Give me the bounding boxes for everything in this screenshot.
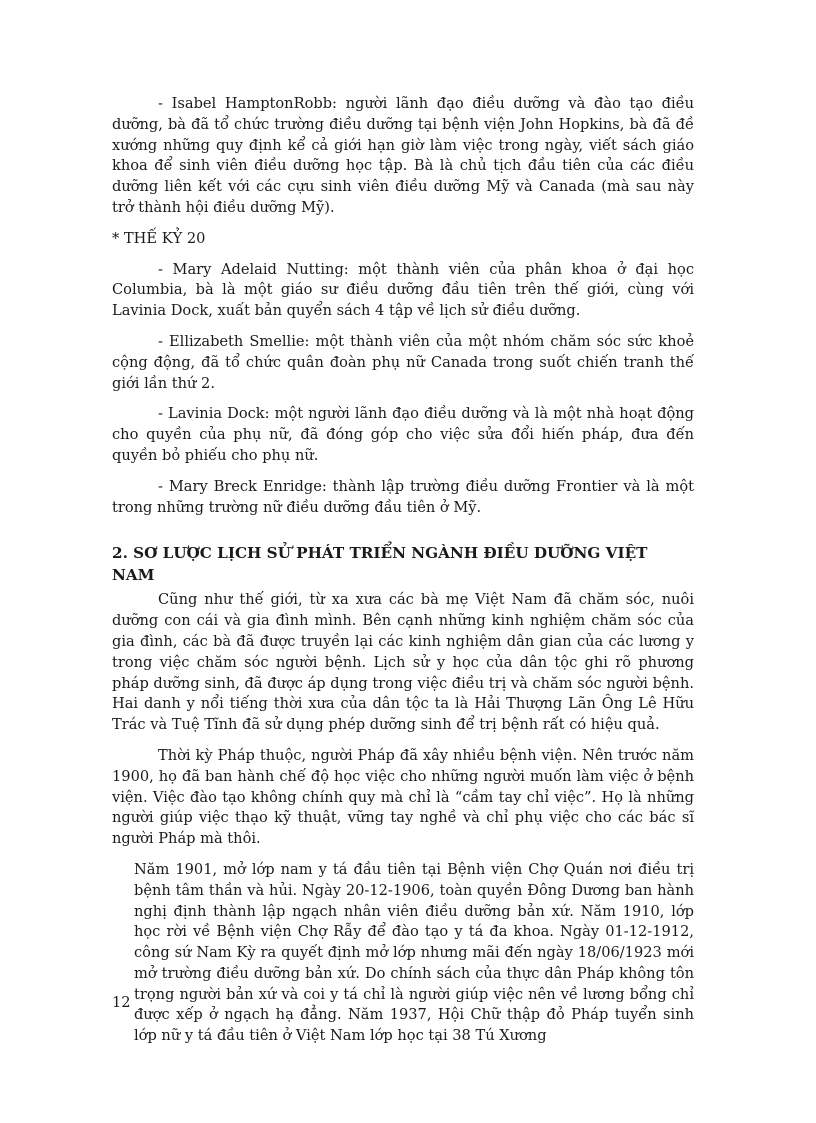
- section-heading: 2. SƠ LƯỢC LỊCH SỬ PHÁT TRIỂN NGÀNH ĐIỀU DƯỠNG VIỆT NAM: [112, 544, 648, 585]
- paragraph-enridge: - Mary Breck Enridge: thành lập trường điều dưỡng Frontier và là một trong những trường nữ điều dưỡng đầu tiên ở Mỹ.: [112, 477, 694, 516]
- paragraph-year-1901: Năm 1901, mở lớp nam y tá đầu tiên tại Bệnh viện Chợ Quán nơi điều trị bệnh tâm thần và hủi. Ngày 20-12-1906, toàn quyền Đông Dương ban hành nghị định thành lập ngạch nhân viên điều dưỡng bản xứ. Năm 1910, lớp học rời về Bệnh viện Chợ Rẫy để đào tạo y tá đa khoa. Ngày 01-12-1912, công sứ Nam Kỳ ra quyết định mở lớp nhưng mãi đến ngày 18/06/1923 mới mở trường điều dưỡng bản xứ. Do chính sách của thực dân Pháp không tôn trọng người bản xứ và coi y tá chỉ là người giúp việc nên về lương bổng chỉ được xếp ở ngạch hạ đẳng. Năm 1937, Hội Chữ thập đỏ Pháp tuyển sinh lớp nữ y tá đầu tiên ở Việt Nam lớp học tại 38 Tú Xương: [134, 860, 694, 1045]
- paragraph-hampton-robb: - Isabel HamptonRobb: người lãnh đạo điều dưỡng và đào tạo điều dưỡng, bà đã tổ chức trường điều dưỡng tại bệnh viện John Hopkins, bà đã đề xướng những quy định kể cả giới hạn giờ làm việc trong ngày, viết sách giáo khoa để sinh viên điều dưỡng học tập. Bà là chủ tịch đầu tiên của các điều dưỡng liên kết với các cựu sinh viên điều dưỡng Mỹ và Canada (mà sau này trở thành hội điều dưỡng Mỹ).: [112, 95, 694, 216]
- page-body: [112, 94, 694, 1047]
- century-20-label: * THẾ KỶ 20: [112, 229, 206, 247]
- paragraph-vietnam-intro: Cũng như thế giới, từ xa xưa các bà mẹ Việt Nam đã chăm sóc, nuôi dưỡng con cái và gia đình mình. Bên cạnh những kinh nghiệm chăm sóc của gia đình, các bà đã được truyền lại các kinh nghiệm dân gian của các lương y trong việc chăm sóc người bệnh. Lịch sử y học của dân tộc ghi rõ phương pháp dưỡng sinh, đã được áp dụng trong việc điều trị và chăm sóc người bệnh. Hai danh y nổi tiếng thời xưa của dân tộc ta là Hải Thượng Lãn Ông Lê Hữu Trác và Tuệ Tĩnh đã sử dụng phép dưỡng sinh để trị bệnh rất có hiệu quả.: [112, 591, 694, 734]
- paragraph-nutting: - Mary Adelaid Nutting: một thành viên của phân khoa ở đại học Columbia, bà là một giáo sư điều dưỡng đầu tiên trên thế giới, cùng với Lavinia Dock, xuất bản quyển sách 4 tập về lịch sử điều dưỡng.: [112, 260, 694, 320]
- paragraph-french-period: Thời kỳ Pháp thuộc, người Pháp đã xây nhiều bệnh viện. Nên trước năm 1900, họ đã ban hành chế độ học việc cho những người muốn làm việc ở bệnh viện. Việc đào tạo không chính quy mà chỉ là “cầm tay chỉ việc”. Họ là những người giúp việc thạo kỹ thuật, vững tay nghề và chỉ phụ việc cho các bác sĩ người Pháp mà thôi.: [112, 746, 694, 848]
- paragraph-smellie: - Ellizabeth Smellie: một thành viên của một nhóm chăm sóc sức khoẻ cộng động, đã tổ chức quân đoàn phụ nữ Canada trong suốt chiến tranh thế giới lần thứ 2.: [112, 332, 694, 392]
- paragraph-dock: - Lavinia Dock: một người lãnh đạo điều dưỡng và là một nhà hoạt động cho quyền của phụ nữ, đã đóng góp cho việc sửa đổi hiến pháp, đưa đến quyền bỏ phiếu cho phụ nữ.: [112, 405, 694, 464]
- page-number: 12: [112, 994, 131, 1011]
